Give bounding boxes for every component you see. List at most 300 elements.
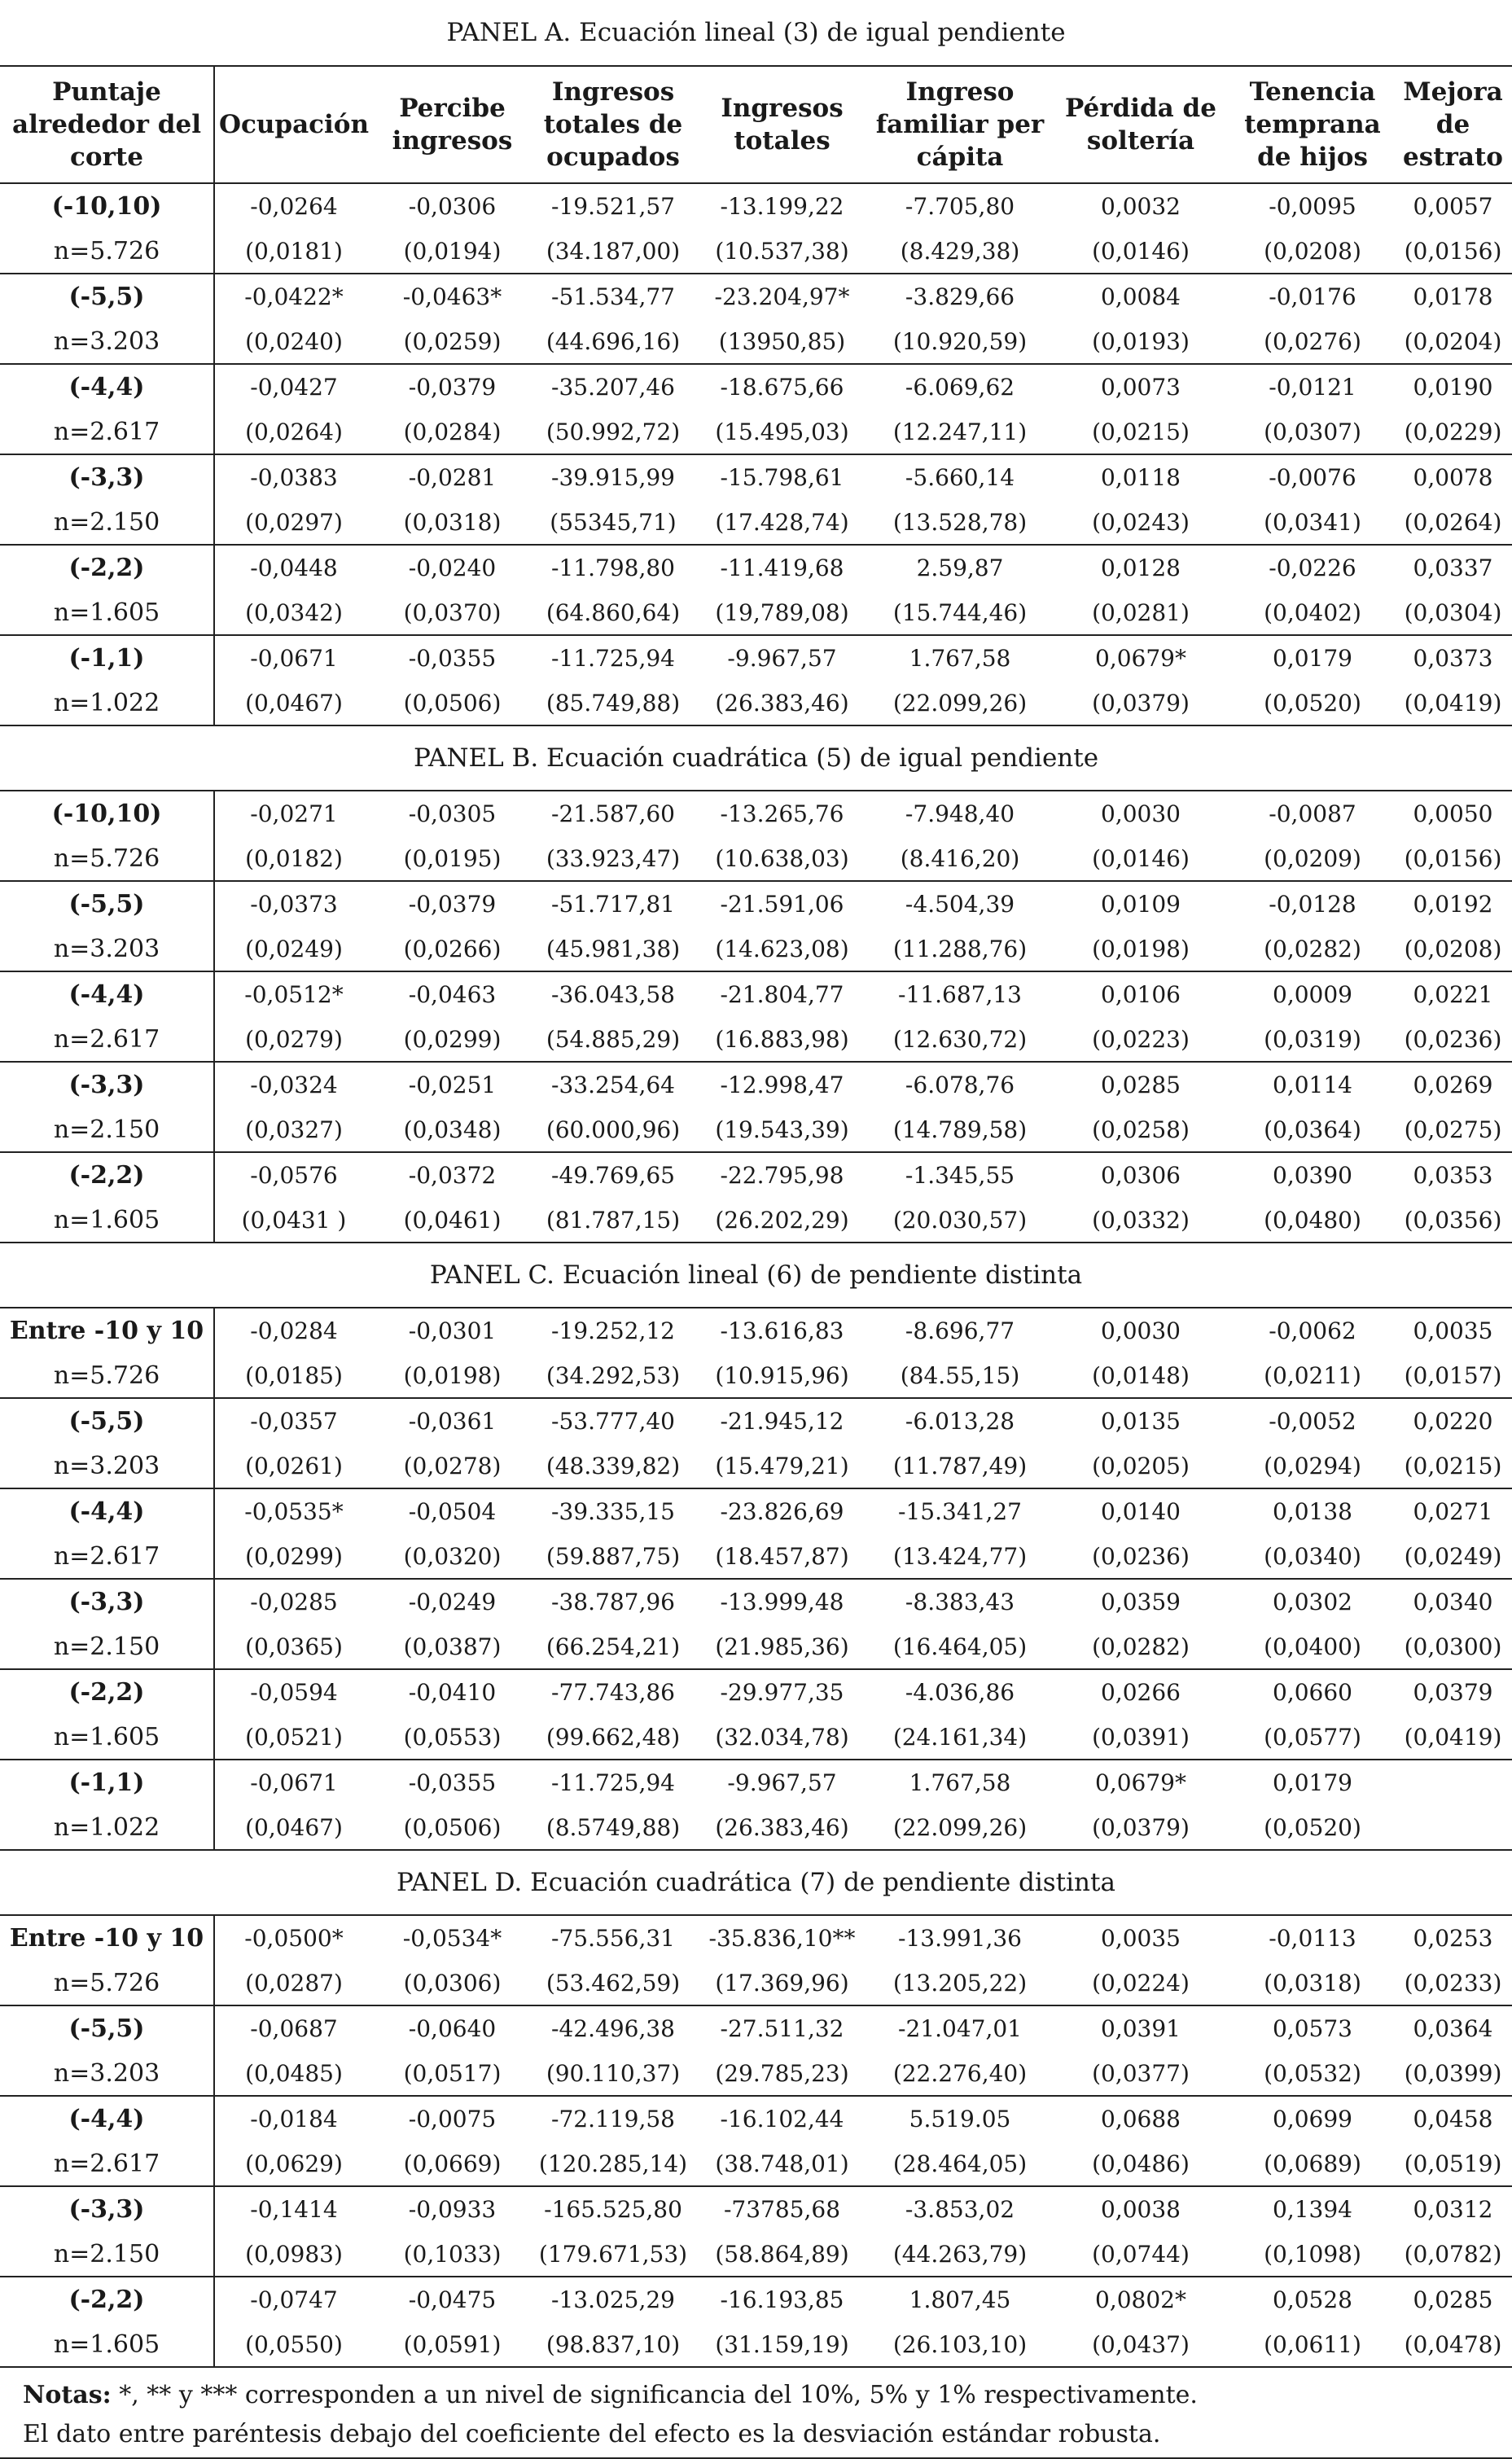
range-label: (-2,2) [0,1669,214,1715]
coefficient-cell: 0,0353 [1413,1162,1493,1189]
coefficient-cell: 2.59,87 [916,554,1004,581]
coefficient-cell: -13.025,29 [551,2286,675,2313]
coefficient-cell: 0,0573 [1273,2015,1352,2042]
std-error-cell: (0,0284) [373,410,532,454]
coefficient-cell: -0,0249 [408,1589,497,1615]
std-error-cell: (0,0591) [373,2322,532,2367]
coefficient-cell: -0,0427 [250,374,338,401]
range-label: (-4,4) [0,1488,214,1534]
sample-size: n=2.617 [0,1534,214,1579]
coefficient-cell: 0,0109 [1101,891,1181,918]
range-label: (-1,1) [0,635,214,681]
std-error-cell: (0,0370) [373,590,532,635]
coefficient-cell: -0,0355 [408,645,497,672]
coefficient-cell: -0,0306 [408,193,497,220]
coefficient-cell: 0,0302 [1273,1589,1352,1615]
std-error-cell: (29.785,23) [695,2051,870,2096]
coefficient-cell: -36.043,58 [551,981,675,1008]
std-error-cell: (0,0205) [1050,1444,1231,1488]
coefficient-row [0,364,1512,410]
std-error-cell: (38.748,01) [695,2141,870,2186]
coefficient-cell: 0,0221 [1413,981,1493,1008]
coefficient-cell: 0,0679* [1095,645,1186,672]
coefficient-row [0,1398,1512,1444]
coefficient-cell: 0,0035 [1101,1925,1181,1952]
coefficient-cell: -15.798,61 [720,464,844,491]
coefficient-cell: 1.767,58 [909,1769,1011,1796]
coefficient-cell: 0,0285 [1101,1072,1181,1098]
coefficient-cell: -3.829,66 [905,283,1015,310]
range-label: (-5,5) [0,881,214,927]
panel-title: PANEL D. Ecuación cuadrática (7) de pendiente distinta [0,1850,1512,1915]
std-error-cell: (15.495,03) [695,410,870,454]
coefficient-cell: -29.977,35 [720,1679,844,1706]
std-error-cell: (0,0391) [1050,1715,1231,1760]
std-error-cell: (15.479,21) [695,1444,870,1488]
std-error-cell: (10.915,96) [695,1353,870,1398]
std-error-cell: (120.285,14) [532,2141,695,2186]
coefficient-cell: 0,0312 [1413,2196,1493,2223]
std-error-cell: (55345,71) [532,500,695,545]
std-error-cell: (0,0342) [214,590,373,635]
table-notes [0,2368,1512,2459]
std-error-cell: (0,0299) [214,1534,373,1579]
std-error-cell: (0,0419) [1394,681,1512,725]
coefficient-cell: 0,0114 [1273,1072,1352,1098]
sample-size: n=1.605 [0,1198,214,1243]
std-error-row [0,2051,1512,2096]
coefficient-cell: 1.807,45 [909,2286,1011,2313]
coefficient-cell: 0,0118 [1101,464,1181,491]
std-error-cell: (0,0282) [1231,927,1394,971]
std-error-cell: (26.383,46) [695,681,870,725]
coefficient-cell: 0,0285 [1413,2286,1493,2313]
std-error-cell: (0,0399) [1394,2051,1512,2096]
coefficient-row [0,1152,1512,1198]
std-error-cell: (0,0306) [373,1961,532,2005]
std-error-cell: (0,0243) [1050,500,1231,545]
coefficient-cell: 0,0073 [1101,374,1181,401]
std-error-cell: (0,0402) [1231,590,1394,635]
coefficient-cell: -0,0095 [1269,193,1356,220]
std-error-row [0,410,1512,454]
std-error-cell: (0,0467) [214,1805,373,1850]
coefficient-cell: -51.534,77 [551,283,675,310]
coefficient-cell: 0,0128 [1101,554,1181,581]
std-error-cell: (98.837,10) [532,2322,695,2367]
std-error-cell: (0,0264) [214,410,373,454]
coefficient-cell: -0,0687 [250,2015,338,2042]
std-error-cell: (0,0387) [373,1624,532,1669]
std-error-cell: (17.428,74) [695,500,870,545]
coefficient-cell: -0,0512* [244,981,344,1008]
coefficient-cell: 0,1394 [1273,2196,1352,2223]
coefficient-cell: 0,0057 [1413,193,1493,220]
std-error-cell: (0,0480) [1231,1198,1394,1243]
range-label: (-3,3) [0,2186,214,2232]
std-error-cell: (31.159,19) [695,2322,870,2367]
std-error-cell: (26.383,46) [695,1805,870,1850]
column-header: Pérdida de soltería [1050,66,1231,183]
std-error-cell: (0,0279) [214,1017,373,1062]
std-error-cell: (0,0669) [373,2141,532,2186]
std-error-cell: (8.5749,88) [532,1805,695,1850]
std-error-cell: (13.205,22) [870,1961,1050,2005]
sample-size: n=2.150 [0,500,214,545]
range-label: (-3,3) [0,454,214,500]
std-error-cell: (21.985,36) [695,1624,870,1669]
coefficient-cell: -21.804,77 [720,981,844,1008]
std-error-cell: (19.543,39) [695,1107,870,1152]
std-error-cell: (13950,85) [695,319,870,364]
std-error-cell: (34.292,53) [532,1353,695,1398]
sample-size: n=2.617 [0,410,214,454]
std-error-cell: (0,0437) [1050,2322,1231,2367]
std-error-cell: (0,0211) [1231,1353,1394,1398]
sample-size: n=1.022 [0,681,214,725]
coefficient-cell: -21.591,06 [720,891,844,918]
std-error-cell: (99.662,48) [532,1715,695,1760]
coefficient-cell: -0,0410 [408,1679,497,1706]
range-label: (-5,5) [0,1398,214,1444]
coefficient-row [0,1669,1512,1715]
coefficient-cell: -33.254,64 [551,1072,675,1098]
std-error-cell: (0,0148) [1050,1353,1231,1398]
std-error-cell: (13.424,77) [870,1534,1050,1579]
coefficient-cell: -23.204,97* [714,283,850,310]
std-error-cell: (44.696,16) [532,319,695,364]
coefficient-cell: 0,0138 [1273,1498,1352,1525]
std-error-cell: (0,0249) [1394,1534,1512,1579]
coefficient-cell: -1.345,55 [905,1162,1015,1189]
coefficient-cell: -19.252,12 [551,1317,675,1344]
coefficient-cell: -22.795,98 [720,1162,844,1189]
std-error-row [0,1715,1512,1760]
column-header: Tenencia temprana de hijos [1231,66,1394,183]
coefficient-cell: 0,0679* [1095,1769,1186,1796]
std-error-cell: (0,0224) [1050,1961,1231,2005]
coefficient-cell: -0,0504 [408,1498,497,1525]
column-header: Ingresos totales [695,66,870,183]
std-error-cell: (0,0379) [1050,1805,1231,1850]
coefficient-cell: -8.696,77 [905,1317,1015,1344]
std-error-cell: (0,0782) [1394,2232,1512,2277]
std-error-cell: (8.429,38) [870,229,1050,274]
std-error-cell: (19,789,08) [695,590,870,635]
std-error-cell: (0,0377) [1050,2051,1231,2096]
coefficient-cell: 0,0140 [1101,1498,1181,1525]
std-error-cell: (0,0307) [1231,410,1394,454]
std-error-cell: (28.464,05) [870,2141,1050,2186]
sample-size: n=2.150 [0,2232,214,2277]
notes-line-2: El dato entre paréntesis debajo del coeficiente del efecto es la desviación estándar robusta. [23,2420,1161,2448]
std-error-cell: (0,0261) [214,1444,373,1488]
sample-size: n=3.203 [0,1444,214,1488]
coefficient-cell: 0,0050 [1413,800,1493,827]
std-error-cell: (59.887,75) [532,1534,695,1579]
std-error-cell: (44.263,79) [870,2232,1050,2277]
std-error-row [0,2322,1512,2367]
std-error-cell: (10.537,38) [695,229,870,274]
coefficient-cell: -0,0052 [1269,1408,1356,1435]
coefficient-cell: -0,0281 [408,464,497,491]
coefficient-cell: -15.341,27 [898,1498,1022,1525]
std-error-row [0,319,1512,364]
coefficient-cell: -5.660,14 [905,464,1015,491]
std-error-cell: (90.110,37) [532,2051,695,2096]
std-error-cell: (0,0532) [1231,2051,1394,2096]
std-error-cell: (10.920,59) [870,319,1050,364]
coefficient-row [0,971,1512,1017]
std-error-cell: (64.860,64) [532,590,695,635]
column-header: Puntaje alrededor del corte [0,66,214,183]
coefficient-cell: -4.036,86 [905,1679,1015,1706]
std-error-cell: (58.864,89) [695,2232,870,2277]
coefficient-cell: -0,0671 [250,645,338,672]
std-error-row [0,1534,1512,1579]
coefficient-cell: -21.945,12 [720,1408,844,1435]
panel-title-row [0,725,1512,791]
std-error-cell: (22.276,40) [870,2051,1050,2096]
coefficient-row [0,1308,1512,1353]
std-error-cell: (16.464,05) [870,1624,1050,1669]
range-label: (-4,4) [0,2096,214,2141]
std-error-cell [1394,1805,1512,1850]
coefficient-cell: -39.335,15 [551,1498,675,1525]
std-error-cell: (0,0461) [373,1198,532,1243]
coefficient-cell: -0,0373 [250,891,338,918]
std-error-cell: (0,0275) [1394,1107,1512,1152]
coefficient-cell: 0,0306 [1101,1162,1181,1189]
std-error-cell: (0,0258) [1050,1107,1231,1152]
std-error-cell: (81.787,15) [532,1198,695,1243]
coefficient-cell: 0,0359 [1101,1589,1181,1615]
std-error-cell: (0,0209) [1231,836,1394,881]
std-error-cell: (48.339,82) [532,1444,695,1488]
coefficient-cell: -21.587,60 [551,800,675,827]
std-error-cell: (0,0550) [214,2322,373,2367]
coefficient-cell: 0,0178 [1413,283,1493,310]
coefficient-row [0,2186,1512,2232]
range-label: (-2,2) [0,545,214,590]
coefficient-cell: -16.193,85 [720,2286,844,2313]
coefficient-cell: 0,0078 [1413,464,1493,491]
range-label: (-10,10) [0,791,214,836]
coefficient-cell: -0,0463 [408,981,497,1008]
notes-line-1 [23,2376,1512,2415]
coefficient-cell: -0,0671 [250,1769,338,1796]
coefficient-cell: 0,0458 [1413,2106,1493,2132]
coefficient-cell: -27.511,32 [720,2015,844,2042]
coefficient-cell: -6.069,62 [905,374,1015,401]
coefficient-cell: -7.705,80 [905,193,1015,220]
coefficient-cell: -75.556,31 [551,1925,675,1952]
sample-size: n=1.605 [0,2322,214,2367]
std-error-cell: (24.161,34) [870,1715,1050,1760]
std-error-row [0,2141,1512,2186]
coefficient-cell: -51.717,81 [551,891,675,918]
coefficient-cell: -23.826,69 [720,1498,844,1525]
coefficient-cell: -0,0422* [244,283,344,310]
std-error-cell: (0,0341) [1231,500,1394,545]
coefficient-cell: -13.616,83 [720,1317,844,1344]
std-error-row [0,1107,1512,1152]
std-error-cell: (20.030,57) [870,1198,1050,1243]
coefficient-row [0,881,1512,927]
panel-title: PANEL B. Ecuación cuadrática (5) de igual pendiente [0,725,1512,791]
range-label: Entre -10 y 10 [0,1308,214,1353]
coefficient-cell: -0,0357 [250,1408,338,1435]
range-label: (-10,10) [0,183,214,229]
std-error-cell: (0,0478) [1394,2322,1512,2367]
std-error-cell: (0,0400) [1231,1624,1394,1669]
coefficient-cell: -19.521,57 [551,193,675,220]
std-error-cell: (0,0629) [214,2141,373,2186]
std-error-cell: (0,0517) [373,2051,532,2096]
std-error-row [0,1198,1512,1243]
std-error-cell: (53.462,59) [532,1961,695,2005]
std-error-cell: (85.749,88) [532,681,695,725]
sample-size: n=5.726 [0,1961,214,2005]
column-header: Ingreso familiar per cápita [870,66,1050,183]
coefficient-cell [1394,1760,1512,1805]
coefficient-cell: -165.525,80 [544,2196,682,2223]
std-error-row [0,1805,1512,1850]
std-error-row [0,927,1512,971]
std-error-cell: (0,0264) [1394,500,1512,545]
std-error-cell: (0,0379) [1050,681,1231,725]
coefficient-cell: -0,0500* [244,1925,344,1952]
coefficient-cell: -9.967,57 [727,645,837,672]
std-error-cell: (0,0146) [1050,836,1231,881]
coefficient-cell: -0,0184 [250,2106,338,2132]
coefficient-cell: 0,0660 [1273,1679,1352,1706]
std-error-cell: (0,0156) [1394,229,1512,274]
coefficient-cell: 0,0373 [1413,645,1493,672]
std-error-cell: (0,0297) [214,500,373,545]
sample-size: n=3.203 [0,927,214,971]
std-error-cell: (0,0229) [1394,410,1512,454]
range-label: (-4,4) [0,364,214,410]
std-error-cell: (50.992,72) [532,410,695,454]
coefficient-cell: -9.967,57 [727,1769,837,1796]
std-error-cell: (0,0553) [373,1715,532,1760]
coefficient-cell: 0,0528 [1273,2286,1352,2313]
coefficient-cell: 0,0266 [1101,1679,1181,1706]
std-error-cell: (0,0208) [1231,229,1394,274]
coefficient-row [0,274,1512,319]
coefficient-cell: 0,0699 [1273,2106,1352,2132]
std-error-cell: (179.671,53) [532,2232,695,2277]
coefficient-cell: -6.013,28 [905,1408,1015,1435]
std-error-cell: (0,0340) [1231,1534,1394,1579]
column-header: Ocupación [214,66,373,183]
coefficient-cell: 0,0190 [1413,374,1493,401]
coefficient-cell: 0,0379 [1413,1679,1493,1706]
coefficient-cell: -38.787,96 [551,1589,675,1615]
std-error-cell: (0,0194) [373,229,532,274]
std-error-cell: (11.787,49) [870,1444,1050,1488]
std-error-cell: (0,0236) [1050,1534,1231,1579]
coefficient-cell: -0,0264 [250,193,338,220]
std-error-row [0,229,1512,274]
coefficient-cell: -0,0062 [1269,1317,1356,1344]
coefficient-cell: -0,0747 [250,2286,338,2313]
coefficient-row [0,1915,1512,1961]
std-error-row [0,2232,1512,2277]
std-error-cell: (0,0182) [214,836,373,881]
coefficient-row [0,791,1512,836]
std-error-cell: (0,0233) [1394,1961,1512,2005]
coefficient-cell: -0,0379 [408,374,497,401]
std-error-row [0,681,1512,725]
std-error-cell: (0,0278) [373,1444,532,1488]
coefficient-cell: -53.777,40 [551,1408,675,1435]
std-error-cell: (0,0185) [214,1353,373,1398]
coefficient-cell: -0,0534* [402,1925,502,1952]
sample-size: n=2.617 [0,1017,214,1062]
coefficient-cell: -18.675,66 [720,374,844,401]
coefficient-cell: -42.496,38 [551,2015,675,2042]
coefficient-cell: -0,0176 [1269,283,1356,310]
std-error-cell: (16.883,98) [695,1017,870,1062]
coefficient-cell: -13.999,48 [720,1589,844,1615]
coefficient-cell: -3.853,02 [905,2196,1015,2223]
coefficient-row [0,635,1512,681]
sample-size: n=1.022 [0,1805,214,1850]
coefficient-cell: -11.725,94 [551,1769,675,1796]
std-error-cell: (13.528,78) [870,500,1050,545]
std-error-cell: (34.187,00) [532,229,695,274]
std-error-cell: (0,0240) [214,319,373,364]
coefficient-cell: -0,0076 [1269,464,1356,491]
std-error-cell: (0,0506) [373,1805,532,1850]
std-error-cell: (0,0486) [1050,2141,1231,2186]
coefficient-cell: -35.836,10** [708,1925,856,1952]
std-error-cell: (0,0689) [1231,2141,1394,2186]
std-error-cell: (26.103,10) [870,2322,1050,2367]
std-error-cell: (0,0520) [1231,1805,1394,1850]
column-header: Mejora de estrato [1394,66,1512,183]
sample-size: n=5.726 [0,836,214,881]
std-error-cell: (60.000,96) [532,1107,695,1152]
coefficient-cell: -35.207,46 [551,374,675,401]
coefficient-cell: 0,0135 [1101,1408,1181,1435]
std-error-cell: (0,0320) [373,1534,532,1579]
column-header: Ingresos totales de ocupados [532,66,695,183]
std-error-cell: (22.099,26) [870,681,1050,725]
std-error-cell: (0,0348) [373,1107,532,1152]
std-error-cell: (0,0519) [1394,2141,1512,2186]
std-error-cell: (0,0520) [1231,681,1394,725]
coefficient-cell: 0,0035 [1413,1317,1493,1344]
std-error-cell: (0,0319) [1231,1017,1394,1062]
range-label: (-2,2) [0,2277,214,2322]
std-error-cell: (0,0294) [1231,1444,1394,1488]
std-error-cell: (0,0249) [214,927,373,971]
coefficient-cell: 0,0391 [1101,2015,1181,2042]
sample-size: n=5.726 [0,1353,214,1398]
std-error-cell: (33.923,47) [532,836,695,881]
std-error-row [0,1353,1512,1398]
notes-label: Notas: [23,2381,112,2409]
coefficient-cell: -0,0640 [408,2015,497,2042]
range-label: (-3,3) [0,1062,214,1107]
std-error-cell: (45.981,38) [532,927,695,971]
coefficient-cell: -0,0284 [250,1317,338,1344]
coefficient-row [0,2096,1512,2141]
std-error-cell: (0,0327) [214,1107,373,1152]
